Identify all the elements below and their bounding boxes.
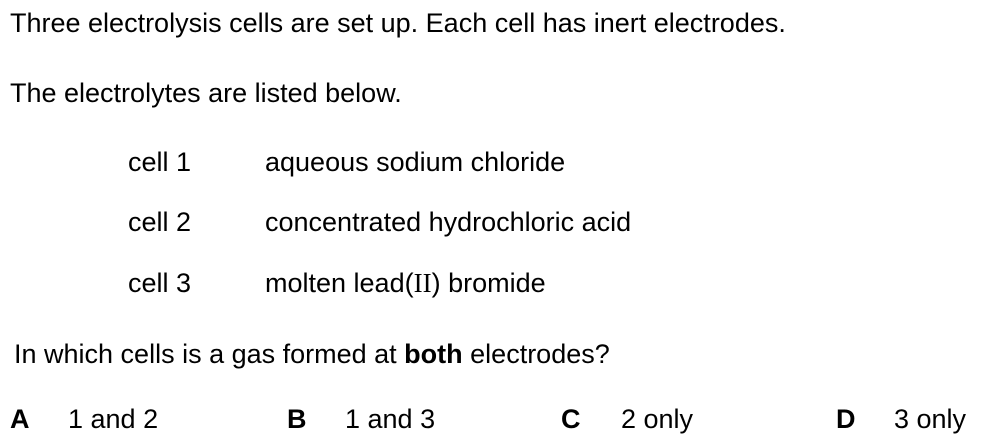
cell-electrolyte: concentrated hydrochloric acid — [265, 207, 632, 237]
option-text: 2 only — [621, 404, 694, 434]
option-letter: D — [836, 404, 856, 434]
question-post: electrodes? — [462, 339, 610, 369]
electrolyte-post: ) bromide — [431, 268, 546, 298]
electrolyte-pre: molten lead( — [265, 268, 414, 298]
question-text — [14, 341, 610, 368]
intro-line-1: Three electrolysis cells are set up. Each cell has inert electrodes. — [10, 8, 786, 38]
option-text: 1 and 3 — [345, 404, 436, 434]
cell-label: cell 1 — [128, 147, 192, 177]
question-pre: In which cells is a gas formed at — [14, 339, 405, 369]
intro-line-2: The electrolytes are listed below. — [10, 78, 402, 108]
option-letter: B — [287, 404, 307, 434]
option-letter: C — [561, 404, 581, 434]
cell-label: cell 3 — [128, 268, 192, 298]
oxidation-state-roman: II — [413, 268, 432, 298]
option-text: 1 and 2 — [68, 404, 159, 434]
option-text: 3 only — [894, 404, 967, 434]
option-letter: A — [10, 404, 30, 434]
cell-label: cell 2 — [128, 207, 192, 237]
cell-electrolyte: aqueous sodium chloride — [265, 147, 566, 177]
cell-electrolyte — [265, 270, 546, 297]
question-emphasis: both — [404, 339, 463, 369]
